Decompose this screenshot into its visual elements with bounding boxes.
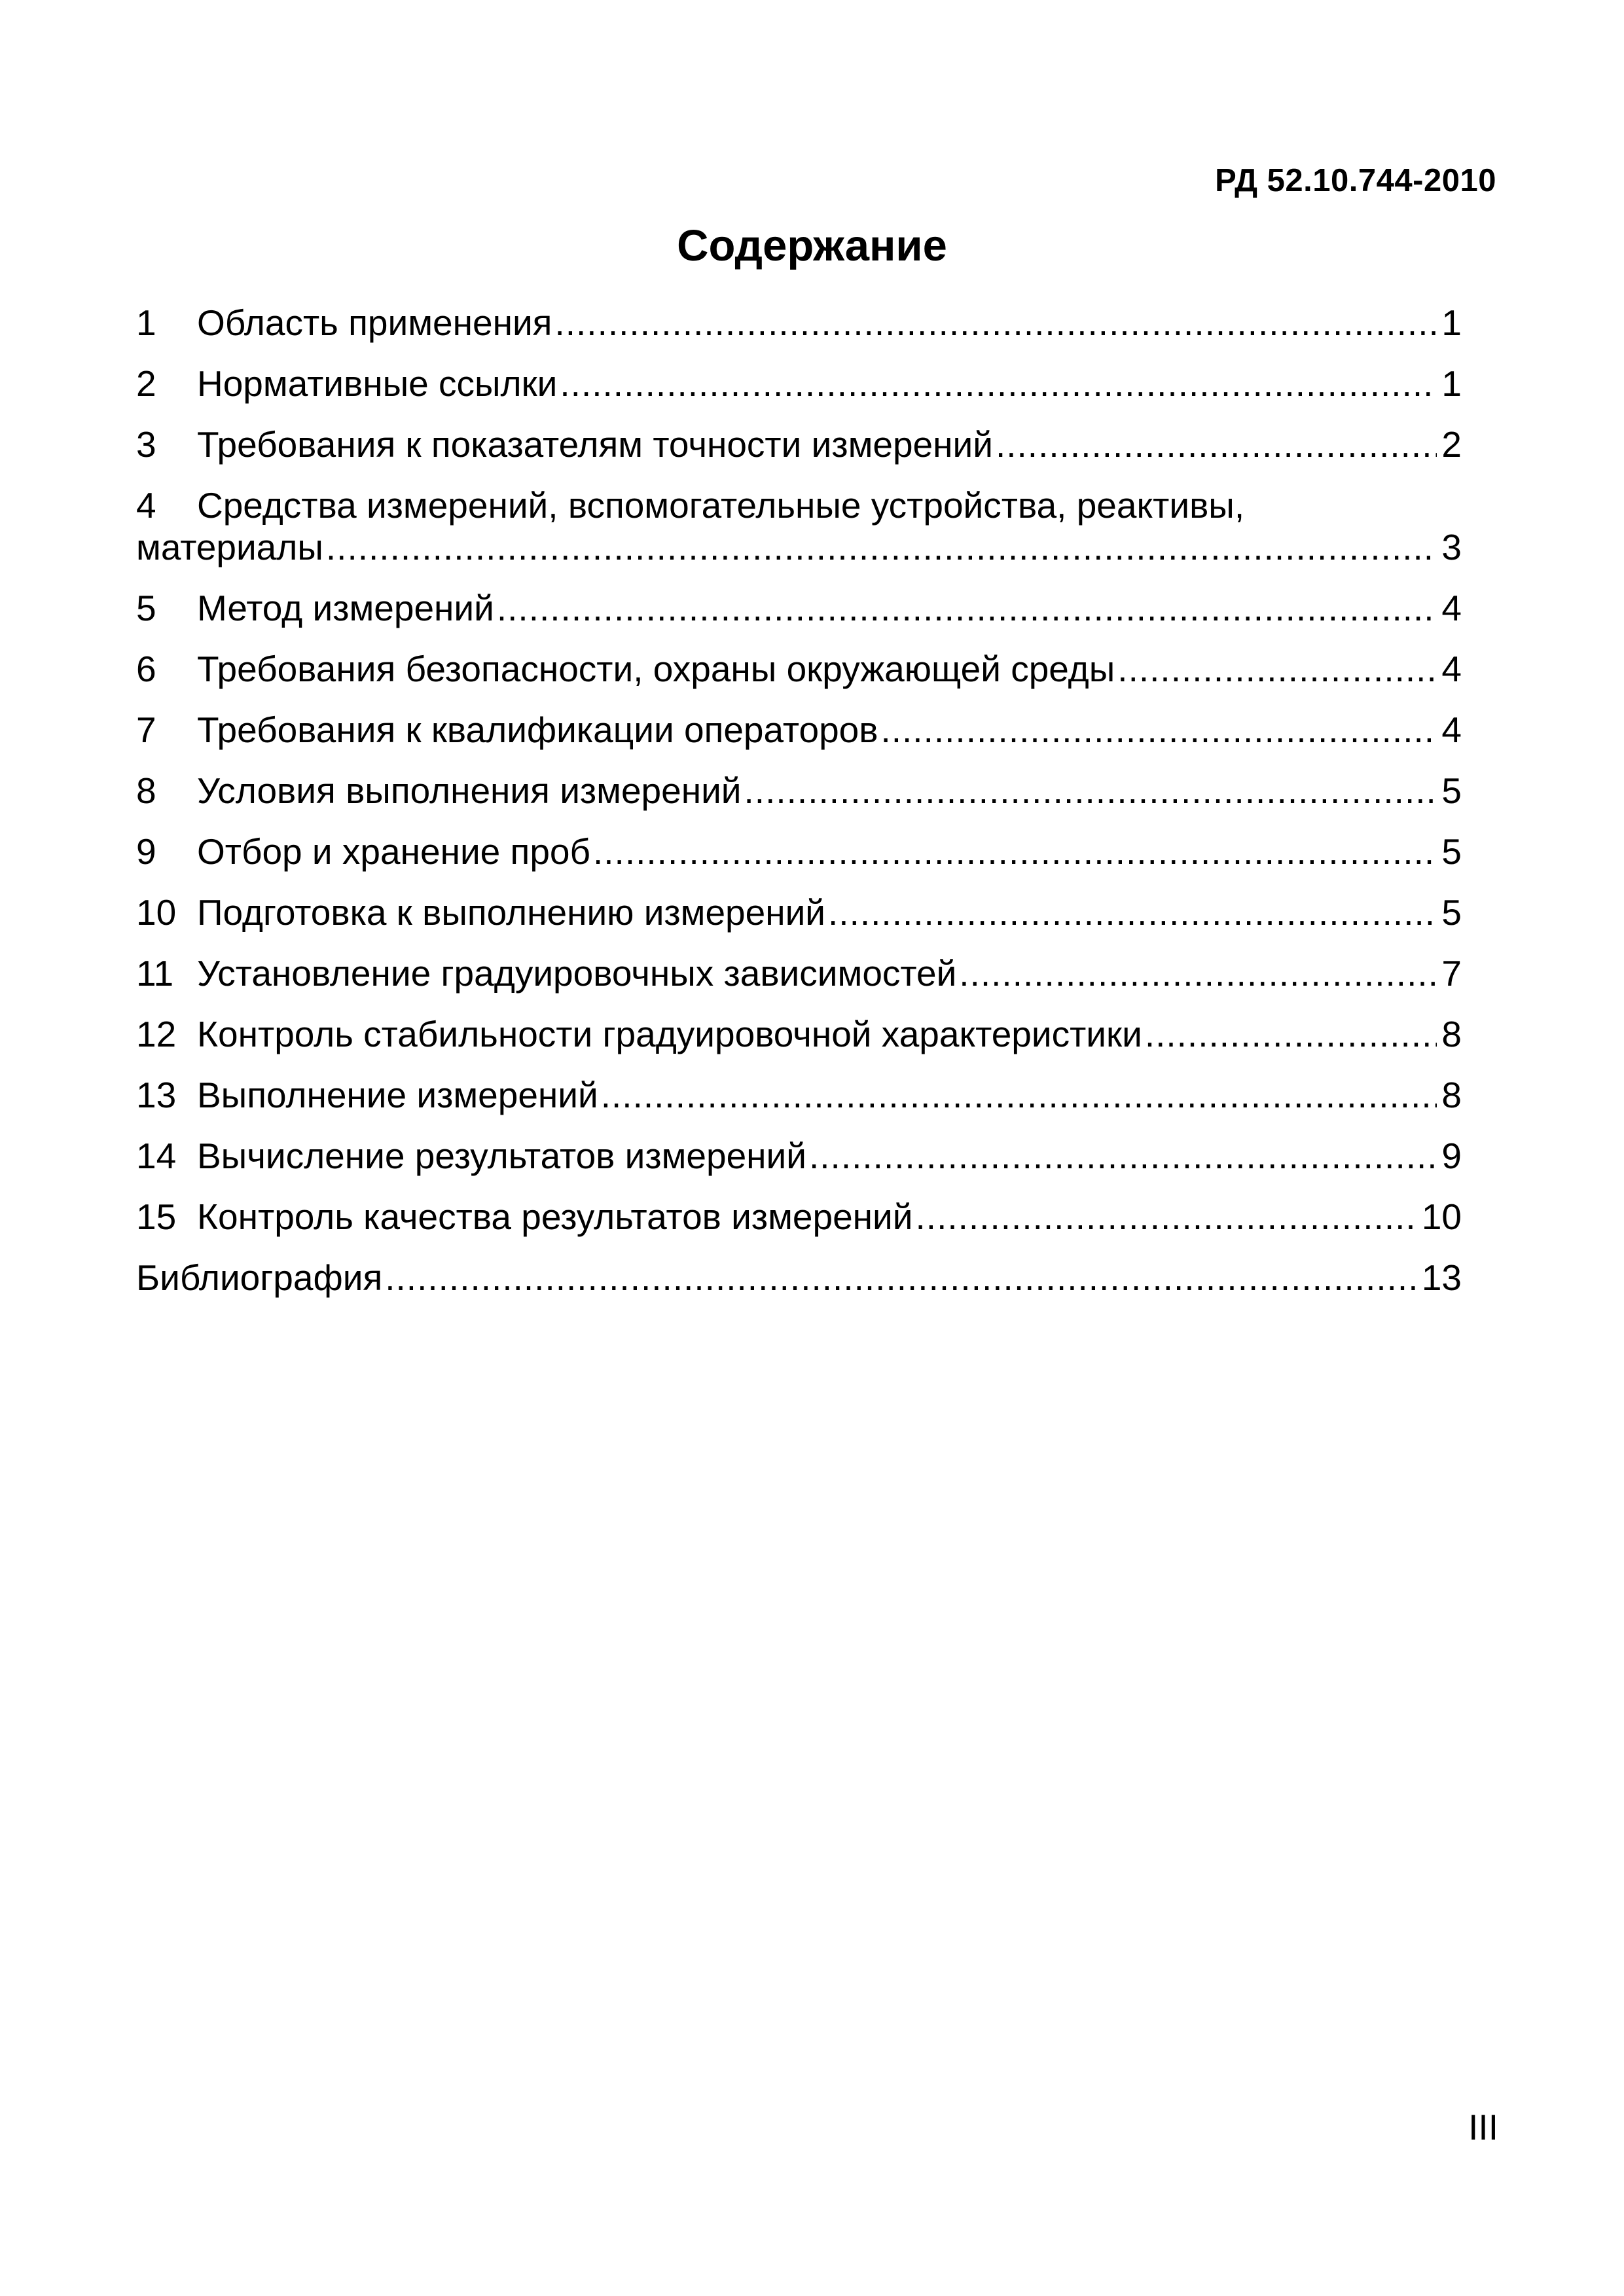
toc-entry-number: 4 — [136, 485, 156, 526]
toc-entry-12[interactable] — [136, 1013, 1462, 1055]
dot-leader — [554, 302, 1437, 344]
dot-leader — [497, 587, 1437, 629]
toc-entry-title: Установление градуировочных зависимостей — [197, 953, 957, 994]
toc-entry-number: 14 — [136, 1136, 177, 1176]
toc-entry-title: Подготовка к выполнению измерений — [197, 892, 826, 933]
toc-entry-number: 8 — [136, 770, 156, 811]
toc-entry-title: Метод измерений — [197, 588, 494, 628]
toc-entry-title: Вычисление результатов измерений — [197, 1136, 806, 1176]
toc-entry-number: 13 — [136, 1075, 177, 1115]
dot-leader — [593, 831, 1437, 872]
toc-entry-page: 10 — [1421, 1196, 1462, 1237]
toc-entry-title: Область применения — [197, 302, 552, 343]
toc-entry-page: 2 — [1441, 424, 1462, 465]
page-number: III — [1468, 2107, 1498, 2147]
table-of-contents — [136, 302, 1462, 1318]
toc-entry-page: 4 — [1441, 588, 1462, 628]
toc-entry-page: 5 — [1441, 892, 1462, 933]
toc-entry-title-line2: материалы — [136, 527, 323, 567]
dot-leader — [880, 709, 1437, 751]
dot-leader — [916, 1196, 1418, 1238]
toc-entry-title-line1: Средства измерений, вспомогательные устройства, реактивы, — [197, 485, 1245, 526]
toc-entry-6[interactable] — [136, 648, 1462, 690]
toc-entry-11[interactable] — [136, 952, 1462, 994]
toc-entry-number: 11 — [136, 953, 174, 994]
toc-entry-bibliography[interactable] — [136, 1257, 1462, 1299]
toc-entry-number: 12 — [136, 1014, 177, 1054]
toc-entry-page: 1 — [1441, 363, 1462, 404]
toc-entry-page: 13 — [1421, 1257, 1462, 1298]
dot-leader — [326, 526, 1437, 568]
toc-entry-title: Контроль качества результатов измерений — [197, 1196, 913, 1237]
dot-leader — [560, 363, 1437, 404]
toc-entry-title: Требования безопасности, охраны окружающей среды — [197, 649, 1115, 689]
toc-entry-9[interactable] — [136, 831, 1462, 872]
toc-entry-2[interactable] — [136, 363, 1462, 404]
toc-entry-page: 4 — [1441, 649, 1462, 689]
toc-entry-7[interactable] — [136, 709, 1462, 751]
toc-entry-title: Нормативные ссылки — [197, 363, 558, 404]
toc-entry-number: 9 — [136, 831, 156, 872]
toc-entry-page: 8 — [1441, 1075, 1462, 1115]
toc-entry-title: Требования к квалификации операторов — [197, 709, 878, 750]
toc-entry-3[interactable] — [136, 423, 1462, 465]
dot-leader — [828, 891, 1437, 933]
dot-leader — [996, 423, 1437, 465]
page-title: Содержание — [677, 221, 947, 270]
toc-entry-14[interactable] — [136, 1135, 1462, 1177]
toc-entry-title: Библиография — [136, 1257, 383, 1298]
toc-entry-page: 9 — [1441, 1136, 1462, 1176]
toc-entry-title: Отбор и хранение проб — [197, 831, 590, 872]
dot-leader — [809, 1135, 1437, 1177]
dot-leader — [385, 1257, 1418, 1299]
toc-entry-10[interactable] — [136, 891, 1462, 933]
toc-entry-number: 10 — [136, 892, 177, 933]
toc-entry-title: Требования к показателям точности измерений — [197, 424, 993, 465]
toc-entry-page: 1 — [1441, 302, 1462, 343]
toc-entry-page: 4 — [1441, 709, 1462, 750]
toc-entry-title: Выполнение измерений — [197, 1075, 598, 1115]
toc-entry-number: 2 — [136, 363, 156, 404]
toc-entry-13[interactable] — [136, 1074, 1462, 1116]
toc-entry-number: 5 — [136, 588, 156, 628]
toc-entry-1[interactable] — [136, 302, 1462, 344]
toc-entry-number: 7 — [136, 709, 156, 750]
toc-entry-number: 15 — [136, 1196, 177, 1237]
toc-entry-title: Условия выполнения измерений — [197, 770, 742, 811]
dot-leader — [959, 952, 1437, 994]
toc-entry-number: 6 — [136, 649, 156, 689]
toc-entry-page: 5 — [1441, 770, 1462, 811]
dot-leader — [601, 1074, 1437, 1116]
toc-entry-page: 7 — [1441, 953, 1462, 994]
toc-entry-8[interactable] — [136, 770, 1462, 812]
toc-entry-15[interactable] — [136, 1196, 1462, 1238]
toc-entry-4[interactable] — [136, 484, 1462, 568]
dot-leader — [1117, 648, 1437, 690]
toc-entry-number: 1 — [136, 302, 156, 343]
dot-leader — [1145, 1013, 1437, 1055]
toc-entry-5[interactable] — [136, 587, 1462, 629]
dot-leader — [744, 770, 1437, 812]
toc-entry-page: 5 — [1441, 831, 1462, 872]
toc-entry-page: 8 — [1441, 1014, 1462, 1054]
toc-entry-number: 3 — [136, 424, 156, 465]
toc-entry-title: Контроль стабильности градуировочной характеристики — [197, 1014, 1142, 1054]
toc-entry-page: 3 — [1441, 527, 1462, 567]
document-code: РД 52.10.744-2010 — [1215, 163, 1496, 198]
